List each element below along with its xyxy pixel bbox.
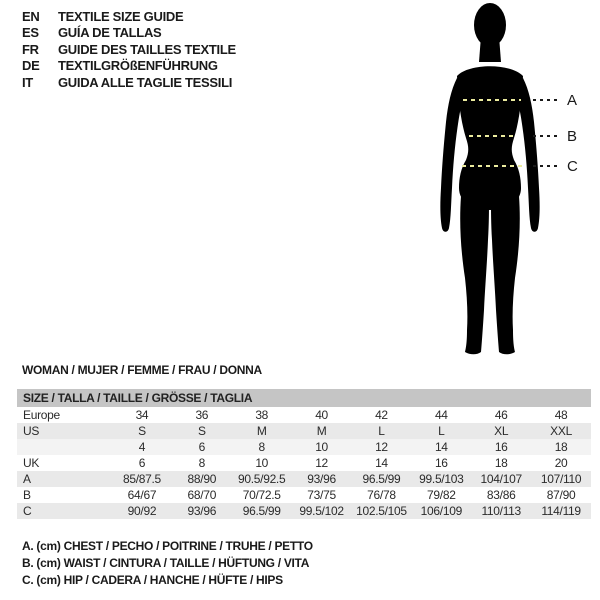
size-cell: 93/96 <box>307 472 336 486</box>
size-cell: 16 <box>434 456 448 470</box>
language-title: TEXTILE SIZE GUIDE <box>58 8 184 24</box>
size-cell: 14 <box>375 456 388 470</box>
measurement-legend <box>22 538 313 589</box>
language-code: DE <box>22 58 40 74</box>
table-row <box>17 407 591 423</box>
waist-label: B <box>567 128 578 145</box>
legend-row: A. (cm) CHEST / PECHO / POITRINE / TRUHE / PETTO <box>22 539 313 553</box>
table-row <box>17 471 591 487</box>
table-row <box>17 455 591 471</box>
size-cell: 18 <box>494 456 508 470</box>
size-cell: 12 <box>375 440 388 454</box>
language-list <box>22 8 236 91</box>
size-cell: S <box>197 424 206 438</box>
size-cell: 104/107 <box>480 472 522 486</box>
size-cell: 85/87.5 <box>122 472 161 486</box>
row-label: UK <box>23 456 40 470</box>
size-cell: L <box>378 424 385 438</box>
size-cell: 110/113 <box>481 504 521 518</box>
legend-row: B. (cm) WAIST / CINTURA / TAILLE / HÜFTUNG / VITA <box>22 556 310 570</box>
row-label: A <box>23 472 31 486</box>
size-cell: 64/67 <box>127 488 157 502</box>
size-cell: 44 <box>434 408 448 422</box>
table-row <box>17 423 591 439</box>
language-row <box>22 8 236 25</box>
row-label: Europe <box>23 408 60 422</box>
language-code: FR <box>22 41 39 57</box>
size-cell: 18 <box>554 440 568 454</box>
language-title: GUIDA ALLE TAGLIE TESSILI <box>58 74 233 90</box>
row-label: US <box>23 424 40 438</box>
size-table-header: SIZE / TALLA / TAILLE / GRÖSSE / TAGLIA <box>17 389 591 407</box>
size-cell: 14 <box>434 440 448 454</box>
language-title: GUÍA DE TALLAS <box>58 25 162 41</box>
size-cell: 93/96 <box>187 504 217 518</box>
size-table <box>17 389 591 519</box>
size-cell: 42 <box>375 408 388 422</box>
size-cell: 6 <box>138 456 146 470</box>
size-cell: 83/86 <box>486 488 516 502</box>
table-row <box>17 439 591 455</box>
size-cell: 36 <box>195 408 209 422</box>
section-title: WOMAN / MUJER / FEMME / FRAU / DONNA <box>22 363 262 377</box>
language-row <box>22 58 236 75</box>
row-label: C <box>23 504 32 518</box>
size-cell: 6 <box>198 440 205 454</box>
table-row <box>17 487 591 503</box>
woman-silhouette-svg <box>415 0 600 365</box>
size-cell: 70/72.5 <box>242 488 281 502</box>
size-cell: 107/110 <box>540 472 582 486</box>
woman-silhouette <box>440 3 539 354</box>
size-cell: 96.5/99 <box>242 504 281 518</box>
size-cell: 76/78 <box>367 488 396 502</box>
size-cell: 99.5/103 <box>419 472 464 486</box>
row-label: B <box>23 488 31 502</box>
size-cell: 79/82 <box>427 488 456 502</box>
size-cell: XXL <box>550 424 572 438</box>
size-cell: 38 <box>255 408 269 422</box>
size-cell: 12 <box>315 456 328 470</box>
size-cell: 102.5/105 <box>356 504 407 518</box>
language-title: TEXTILGRÖßENFÜHRUNG <box>58 58 218 74</box>
size-cell: M <box>316 424 327 438</box>
size-cell: 8 <box>258 440 265 454</box>
size-cell: XL <box>494 424 509 438</box>
size-cell: 99.5/102 <box>299 504 344 518</box>
size-cell: M <box>256 424 267 438</box>
size-cell: 4 <box>138 440 146 454</box>
size-cell: 8 <box>198 456 205 470</box>
woman-figure <box>415 0 600 365</box>
size-cell: 90.5/92.5 <box>238 472 286 486</box>
size-cell: 68/70 <box>187 488 217 502</box>
language-row <box>22 25 236 42</box>
size-cell: 87/90 <box>546 488 576 502</box>
hip-label: C <box>567 158 578 175</box>
size-cell: 10 <box>315 440 328 454</box>
language-row <box>22 41 236 58</box>
language-row <box>22 74 236 91</box>
size-cell: 73/75 <box>307 488 336 502</box>
language-code: IT <box>22 74 33 90</box>
language-code: ES <box>22 25 39 41</box>
legend-row: C. (cm) HIP / CADERA / HANCHE / HÜFTE / HIPS <box>22 573 283 587</box>
size-cell: 106/109 <box>420 504 462 518</box>
language-title: GUIDE DES TAILLES TEXTILE <box>58 41 236 57</box>
size-cell: 96.5/99 <box>362 472 401 486</box>
size-table-body <box>17 407 591 519</box>
size-cell: 46 <box>494 408 508 422</box>
size-cell: 10 <box>255 456 269 470</box>
size-cell: 114/119 <box>541 504 581 518</box>
chest-label: A <box>567 92 578 109</box>
size-cell: L <box>438 424 445 438</box>
size-cell: 48 <box>554 408 568 422</box>
size-cell: 16 <box>494 440 508 454</box>
size-cell: S <box>138 424 146 438</box>
size-cell: 20 <box>554 456 568 470</box>
size-cell: 90/92 <box>127 504 157 518</box>
table-row <box>17 503 591 519</box>
size-cell: 88/90 <box>187 472 217 486</box>
size-cell: 40 <box>315 408 328 422</box>
size-cell: 34 <box>135 408 149 422</box>
language-code: EN <box>22 8 40 24</box>
